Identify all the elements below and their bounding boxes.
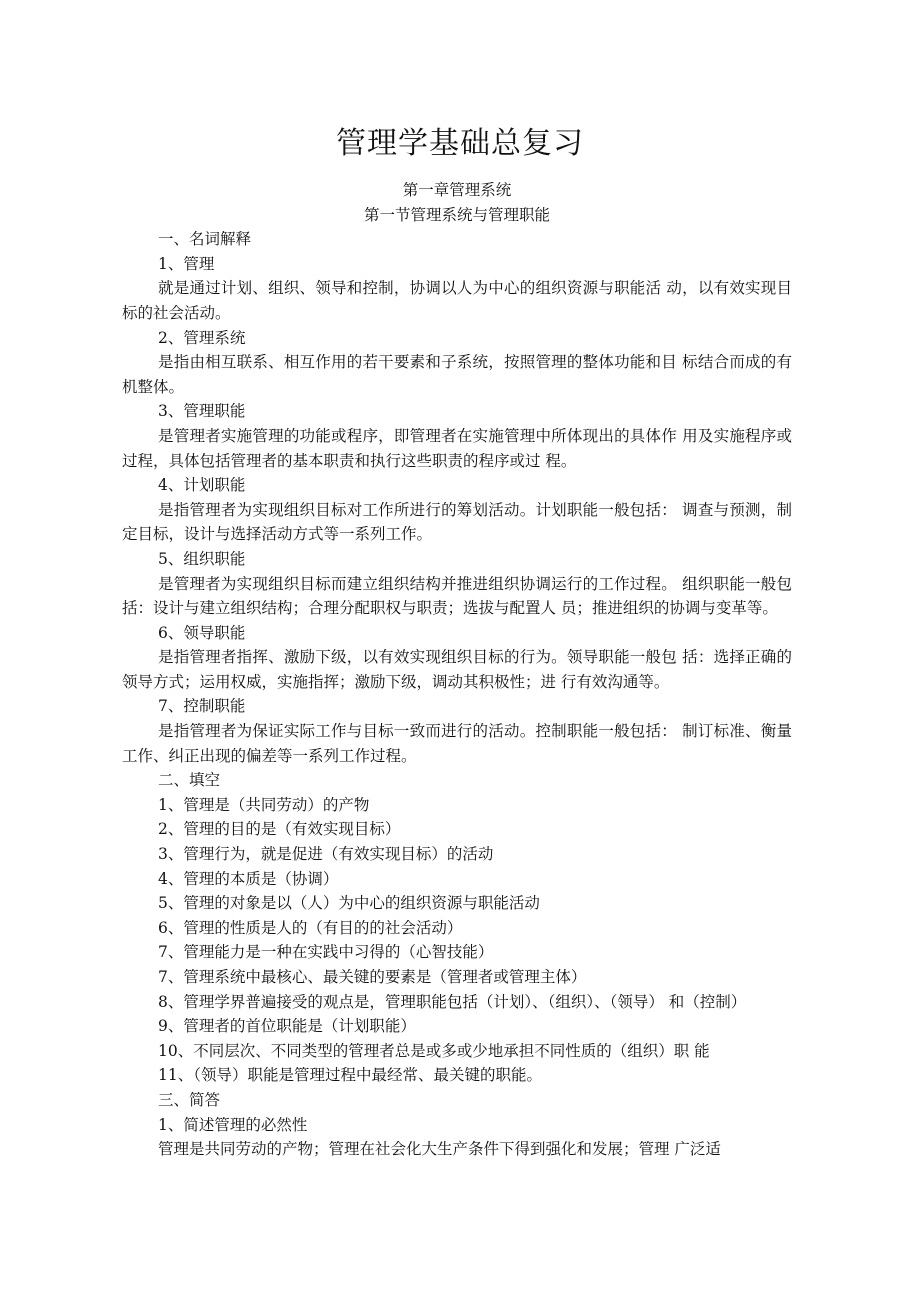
term-label: 1、管理: [158, 254, 215, 273]
part3-heading: 三、简答: [158, 1090, 221, 1109]
term-label: 3、管理职能: [158, 402, 246, 421]
term-label: 2、管理系统: [158, 328, 246, 347]
fill-item: 10、不同层次、不同类型的管理者总是或多或少地承担不同性质的（组织）职 能: [158, 1041, 710, 1060]
term-definition: 是指由相互联系、相互作用的若干要素和子系统，按照管理的整体功能和目 标结合而成的有机整体。: [122, 353, 792, 396]
term-definition: 是管理者实施管理的功能或程序，即管理者在实施管理中所体现出的具体作 用及实施程序或过程，具体包括管理者的基本职责和执行这些职责的程序或过 程。: [122, 426, 792, 470]
chapter-heading: 第一章管理系统: [402, 181, 512, 199]
term-definition: 是指管理者为保证实际工作与目标一致而进行的活动。控制职能一般包括： 制订标准、衡量工作、纠正出现的偏差等一系列工作过程。: [122, 722, 792, 765]
part2-heading: 二、填空: [158, 771, 221, 790]
term-definition: 是指管理者指挥、激励下级，以有效实现组织目标的行为。领导职能一般包 括：选择正确的领导方式；运用权威，实施指挥；激励下级，调动其积极性；进 行有效沟通等。: [122, 648, 792, 691]
fill-item: 2、管理的目的是（有效实现目标）: [158, 820, 401, 839]
term-definition: 是管理者为实现组织目标而建立组织结构并推进组织协调运行的工作过程。 组织职能一般包括：设计与建立组织结构；合理分配职权与职责；选拔与配置人 员；推进组织的协调与变革等。: [122, 574, 792, 618]
section-heading: 第一节管理系统与管理职能: [363, 205, 550, 224]
document-title: 管理学基础总复习: [336, 126, 584, 161]
term-label: 5、组织职能: [158, 549, 246, 568]
fill-item: 7、管理能力是一种在实践中习得的（心智技能）: [158, 943, 494, 962]
fill-item: 9、管理者的首位职能是（计划职能）: [158, 1017, 416, 1036]
fill-item: 1、管理是（共同劳动）的产物: [158, 795, 370, 814]
fill-item: 5、管理的对象是以（人）为中心的组织资源与职能活动: [158, 894, 540, 913]
term-definition: 是指管理者为实现组织目标对工作所进行的筹划活动。计划职能一般包括： 调查与预测，制定目标，设计与选择活动方式等一系列工作。: [122, 500, 792, 544]
fill-item: 8、管理学界普遍接受的观点是，管理职能包括（计划）、（组织）、（领导） 和（控制）: [158, 992, 747, 1011]
answer-text: 管理是共同劳动的产物；管理在社会化大生产条件下得到强化和发展；管理 广泛适: [158, 1140, 721, 1159]
fill-item: 7、管理系统中最核心、最关键的要素是（管理者或管理主体）: [158, 968, 587, 986]
part1-heading: 一、名词解释: [158, 230, 252, 249]
fill-item: 3、管理行为，就是促进（有效实现目标）的活动: [158, 845, 494, 864]
question-title: 1、简述管理的必然性: [158, 1115, 308, 1134]
fill-item: 6、管理的性质是人的（有目的的社会活动）: [158, 918, 463, 937]
term-label: 4、计划职能: [158, 476, 246, 495]
term-definition: 就是通过计划、组织、领导和控制，协调以人为中心的组织资源与职能活 动，以有效实现目标的社会活动。: [122, 279, 792, 322]
document-body: [122, 178, 792, 1162]
fill-item: 11、（领导）职能是管理过程中最经常、最关键的职能。: [158, 1066, 542, 1085]
fill-item: 4、管理的本质是（协调）: [158, 869, 339, 888]
term-label: 7、控制职能: [158, 697, 246, 716]
term-label: 6、领导职能: [158, 623, 246, 642]
